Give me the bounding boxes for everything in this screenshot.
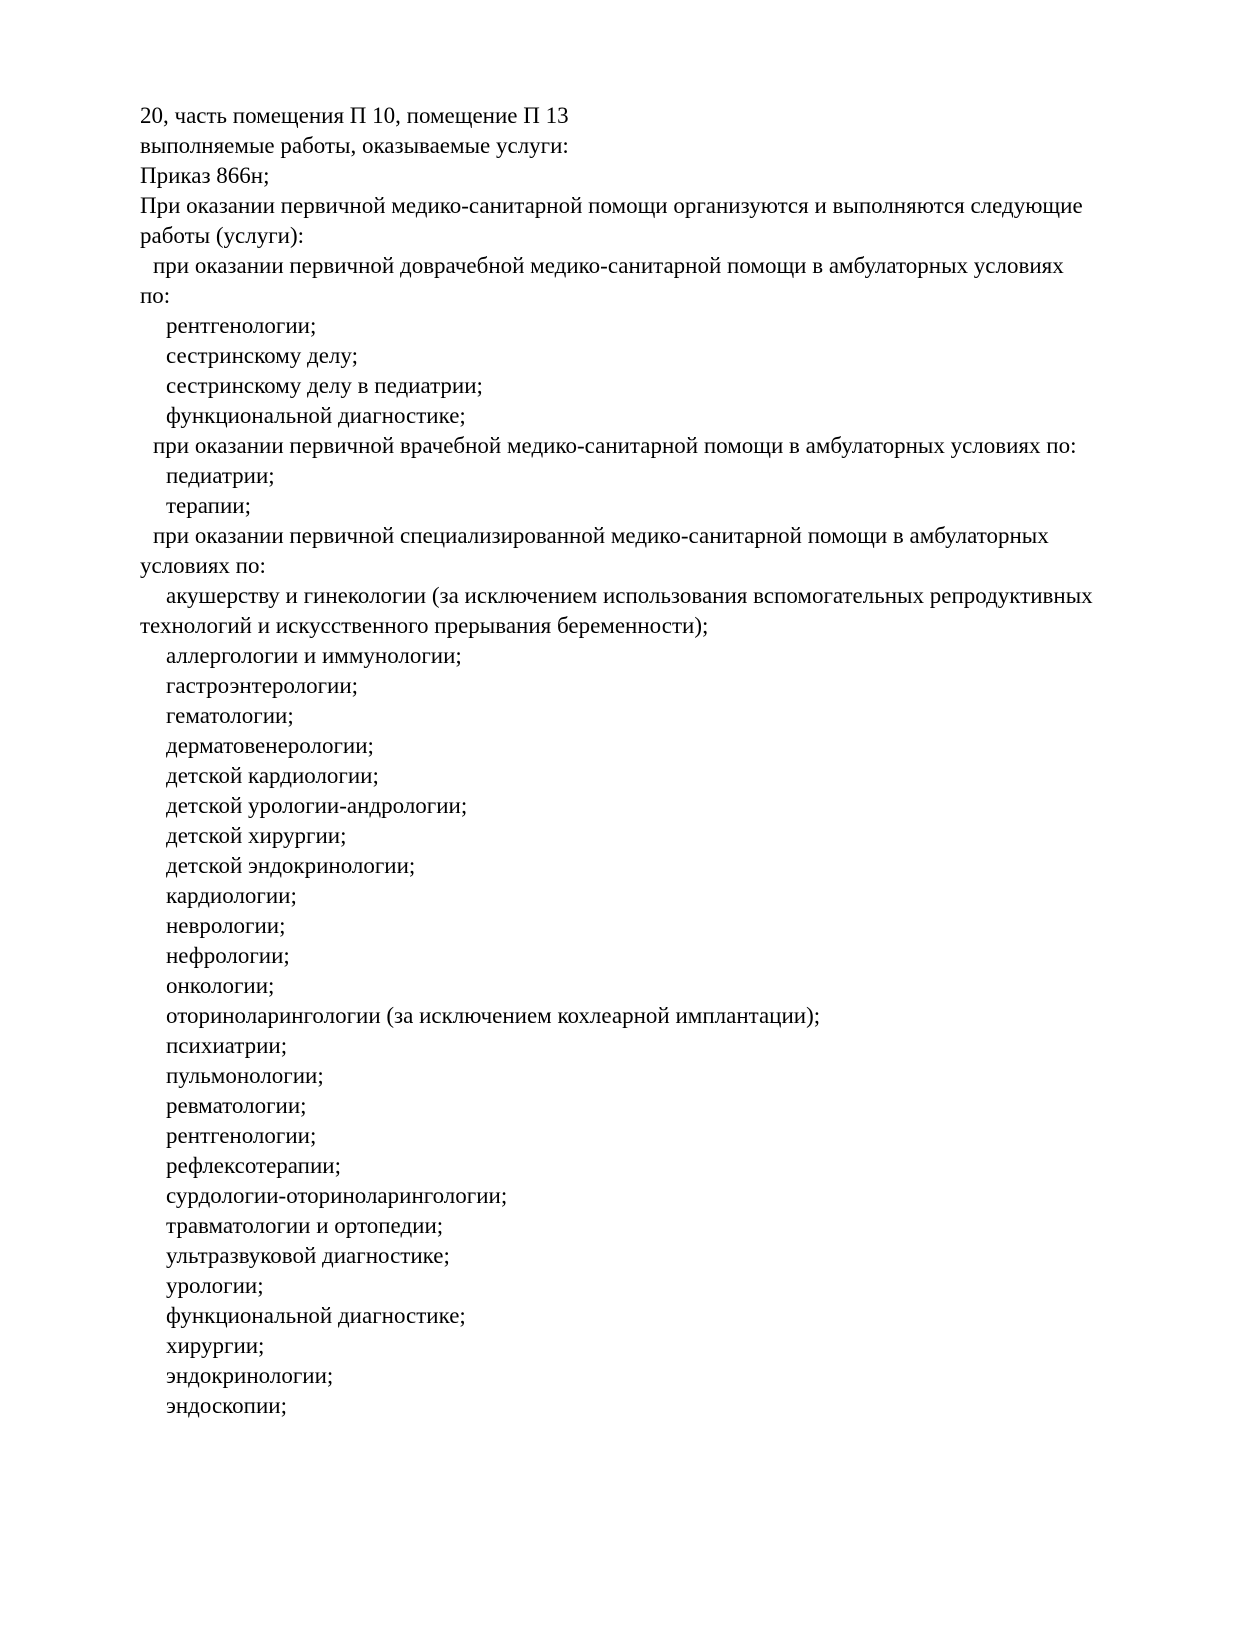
text-line: кардиологии; xyxy=(166,883,297,908)
text-line: технологий и искусственного прерывания беременности); xyxy=(140,613,709,638)
text-line: Приказ 866н; xyxy=(140,163,270,188)
text-line: при оказании первичной доврачебной медико-санитарной помощи в амбулаторных условиях xyxy=(153,253,1064,278)
text-line: рентгенологии; xyxy=(166,1123,317,1148)
text-line: пульмонологии; xyxy=(166,1063,324,1088)
text-line: аллергологии и иммунологии; xyxy=(166,643,462,668)
text-line: функциональной диагностике; xyxy=(166,403,466,428)
text-line: выполняемые работы, оказываемые услуги: xyxy=(140,133,569,158)
text-line: психиатрии; xyxy=(166,1033,288,1058)
text-line: терапии; xyxy=(166,493,251,518)
text-line: сестринскому делу в педиатрии; xyxy=(166,373,483,398)
text-line: по: xyxy=(140,283,171,308)
text-line: акушерству и гинекологии (за исключением использования вспомогательных репродуктивных xyxy=(166,583,1093,608)
text-line: дерматовенерологии; xyxy=(166,733,374,758)
text-line: рефлексотерапии; xyxy=(166,1153,341,1178)
text-line: работы (услуги): xyxy=(140,223,304,248)
text-line: при оказании первичной специализированной медико-санитарной помощи в амбулаторных xyxy=(153,523,1049,548)
text-line: эндокринологии; xyxy=(166,1363,334,1388)
text-line: эндоскопии; xyxy=(166,1393,287,1418)
text-line: 20, часть помещения П 10, помещение П 13 xyxy=(140,103,569,128)
text-line: неврологии; xyxy=(166,913,286,938)
document-text xyxy=(140,101,1200,1421)
text-line: гастроэнтерологии; xyxy=(166,673,359,698)
text-line: детской урологии-андрологии; xyxy=(166,793,468,818)
text-line: детской эндокринологии; xyxy=(166,853,416,878)
text-line: детской хирургии; xyxy=(166,823,347,848)
text-line: ультразвуковой диагностике; xyxy=(166,1243,450,1268)
text-line: При оказании первичной медико-санитарной помощи организуются и выполняются следующие xyxy=(140,193,1083,218)
text-line: онкологии; xyxy=(166,973,275,998)
text-line: хирургии; xyxy=(166,1333,265,1358)
text-line: педиатрии; xyxy=(166,463,275,488)
text-line: при оказании первичной врачебной медико-санитарной помощи в амбулаторных условиях по: xyxy=(153,433,1077,458)
text-line: ревматологии; xyxy=(166,1093,307,1118)
text-line: сурдологии-оториноларингологии; xyxy=(166,1183,508,1208)
text-line: нефрологии; xyxy=(166,943,290,968)
text-line: травматологии и ортопедии; xyxy=(166,1213,444,1238)
text-line: оториноларингологии (за исключением кохлеарной имплантации); xyxy=(166,1003,821,1028)
text-line: сестринскому делу; xyxy=(166,343,358,368)
text-line: урологии; xyxy=(166,1273,264,1298)
text-line: детской кардиологии; xyxy=(166,763,379,788)
text-line: функциональной диагностике; xyxy=(166,1303,466,1328)
text-line: гематологии; xyxy=(166,703,294,728)
text-line: условиях по: xyxy=(140,553,266,578)
text-line: рентгенологии; xyxy=(166,313,317,338)
